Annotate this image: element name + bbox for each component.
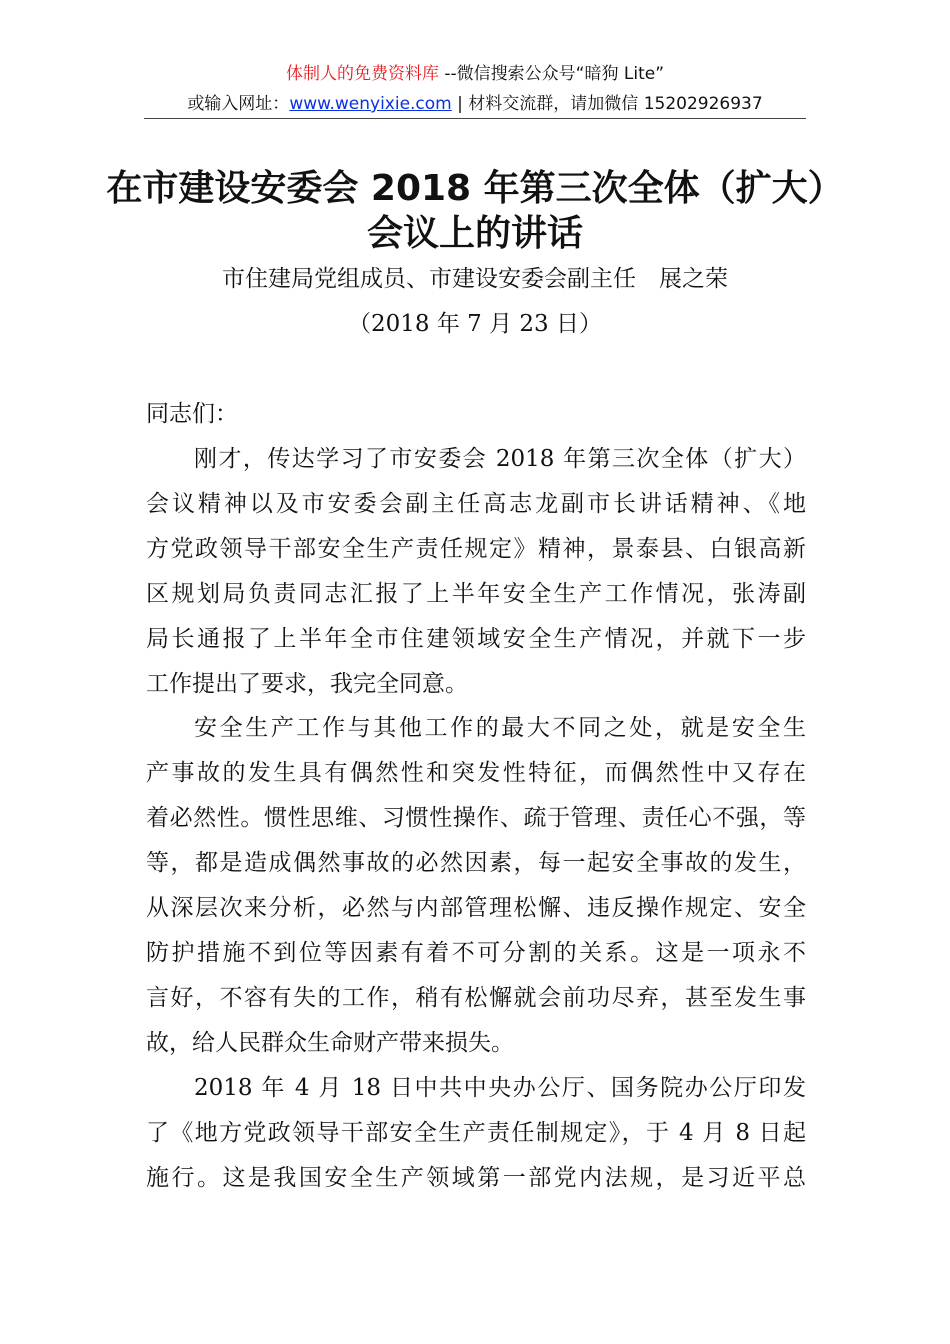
contact-text: | 材料交流群，请加微信 15202926937 [451,94,763,114]
body-line: 工作提出了要求，我完全同意。 [146,671,468,697]
tagline-text: --微信搜索公众号“暗狗 Lite” [444,64,664,84]
body-line: 2018 年 4 月 18 日中共中央办公厅、国务院办公厅印发 [194,1075,806,1101]
body-line: 会议精神以及市安委会副主任高志龙副市长讲话精神、《地 [146,491,806,517]
document-title-line1: 在市建设安委会 2018 年第三次全体（扩大） [106,168,844,209]
watermark-header-line2 [0,94,950,114]
brand-text: 体制人的免费资料库 [285,64,439,84]
url-prefix: 或输入网址： [187,94,290,114]
body-line: 言好，不容有失的工作，稍有松懈就会前功尽弃，甚至发生事 [146,985,806,1011]
author-line: 市住建局党组成员、市建设安委会副主任 展之荣 [222,266,728,292]
header-divider [144,118,806,119]
watermark-header-line1 [0,64,950,84]
body-line: 局长通报了上半年全市住建领域安全生产情况，并就下一步 [146,626,806,652]
body-line: 了《地方党政领导干部安全生产责任制规定》，于 4 月 8 日起 [146,1120,806,1146]
body-line: 着必然性。惯性思维、习惯性操作、疏于管理、责任心不强，等 [146,805,806,831]
body-line: 区规划局负责同志汇报了上半年安全生产工作情况，张涛副 [146,581,806,607]
salutation: 同志们： [146,401,238,427]
body-line: 故，给人民群众生命财产带来损失。 [146,1030,514,1056]
body-line: 方党政领导干部安全生产责任规定》精神，景泰县、白银高新 [146,536,806,562]
body-line: 安全生产工作与其他工作的最大不同之处，就是安全生 [194,715,806,741]
website-link[interactable]: www.wenyixie.com [289,94,452,114]
body-line: 产事故的发生具有偶然性和突发性特征，而偶然性中又存在 [146,760,806,786]
document-title-line2: 会议上的讲话 [366,213,583,254]
body-line: 刚才，传达学习了市安委会 2018 年第三次全体（扩大） [194,446,806,472]
body-line: 施行。这是我国安全生产领域第一部党内法规，是习近平总 [146,1165,806,1191]
body-line: 等，都是造成偶然事故的必然因素，每一起安全事故的发生， [146,850,806,876]
date-line: （2018 年 7 月 23 日） [348,311,602,337]
body-line: 防护措施不到位等因素有着不可分割的关系。这是一项永不 [146,940,806,966]
body-line: 从深层次来分析，必然与内部管理松懈、违反操作规定、安全 [146,895,806,921]
